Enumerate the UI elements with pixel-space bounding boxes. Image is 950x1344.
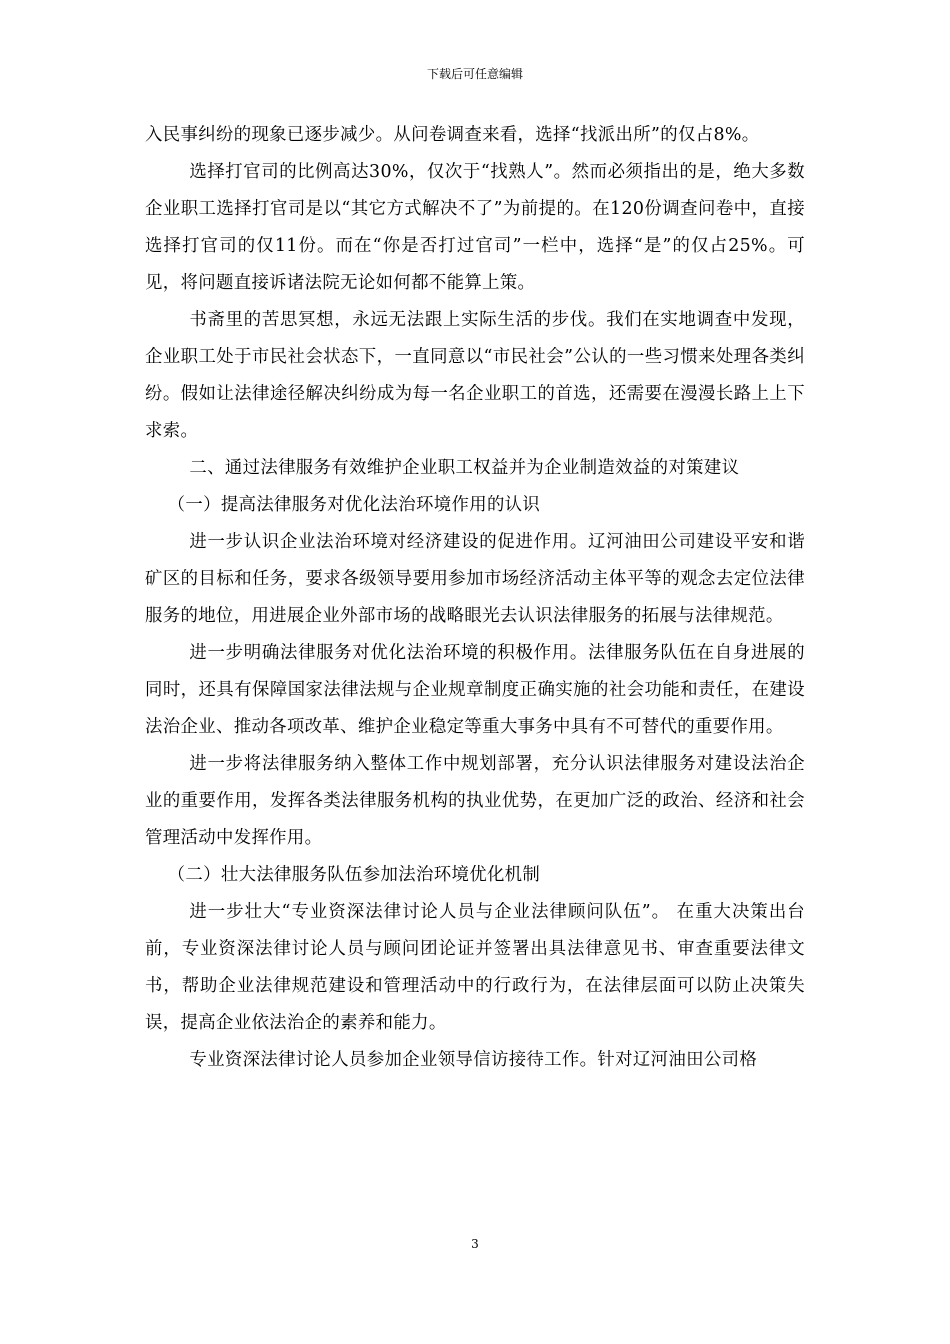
- paragraph: 专业资深法律讨论人员参加企业领导信访接待工作。针对辽河油田公司格: [189, 1050, 758, 1070]
- paragraph: 选择打官司的比例高达30%，仅次于“找熟人”。然而必须指出的是，绝大多数企业职工选择打官司是以“其它方式解决不了”为前提的。在120份调查问卷中，直接选择打官司的仅11份。而在“你是否打过官司”一栏中，选择“是”的仅占25%。可见，将问题直接诉诸法院无论如何都不能算上策。: [145, 162, 805, 293]
- page-number: 3: [471, 1237, 479, 1251]
- paragraph: 进一步认识企业法治环境对经济建设的促进作用。辽河油田公司建设平安和谐矿区的目标和任务，要求各级领导要用参加市场经济活动主体平等的观念去定位法律服务的地位，用进展企业外部市场的战略眼光去认识法律服务的拓展与法律规范。: [145, 532, 805, 626]
- page-header: 下载后可任意编辑: [426, 67, 523, 81]
- paragraph: 进一步明确法律服务对优化法治环境的积极作用。法律服务队伍在自身进展的同时，还具有保障国家法律法规与企业规章制度正确实施的社会功能和责任，在建设法治企业、推动各项改革、维护企业稳定等重大事务中具有不可替代的重要作用。: [145, 643, 805, 737]
- paragraph: 进一步将法律服务纳入整体工作中规划部署，充分认识法律服务对建设法治企业的重要作用，发挥各类法律服务机构的执业优势，在更加广泛的政治、经济和社会管理活动中发挥作用。: [145, 754, 805, 848]
- subsection-heading: （二）壮大法律服务队伍参加法治环境优化机制: [167, 865, 541, 885]
- paragraph: 进一步壮大“专业资深法律讨论人员与企业法律顾问队伍”。 在重大决策出台前，专业资深法律讨论人员与顾问团论证并签署出具法律意见书、审查重要法律文书，帮助企业法律规范建设和管理活动中的行政行为，在法律层面可以防止决策失误，提高企业依法治企的素养和能力。: [145, 902, 805, 1033]
- paragraph-continuation: 入民事纠纷的现象已逐步减少。从问卷调查来看，选择“找派出所”的仅占8%。: [145, 125, 760, 145]
- paragraph: 书斋里的苦思冥想，永远无法跟上实际生活的步伐。我们在实地调查中发现，企业职工处于市民社会状态下，一直同意以“市民社会”公认的一些习惯来处理各类纠纷。假如让法律途径解决纠纷成为每一名企业职工的首选，还需要在漫漫长路上上下求索。: [145, 310, 805, 441]
- document-body: [145, 117, 805, 1079]
- section-heading: 二、通过法律服务有效维护企业职工权益并为企业制造效益的对策建议: [189, 458, 740, 478]
- subsection-heading: （一）提高法律服务对优化法治环境作用的认识: [167, 495, 541, 515]
